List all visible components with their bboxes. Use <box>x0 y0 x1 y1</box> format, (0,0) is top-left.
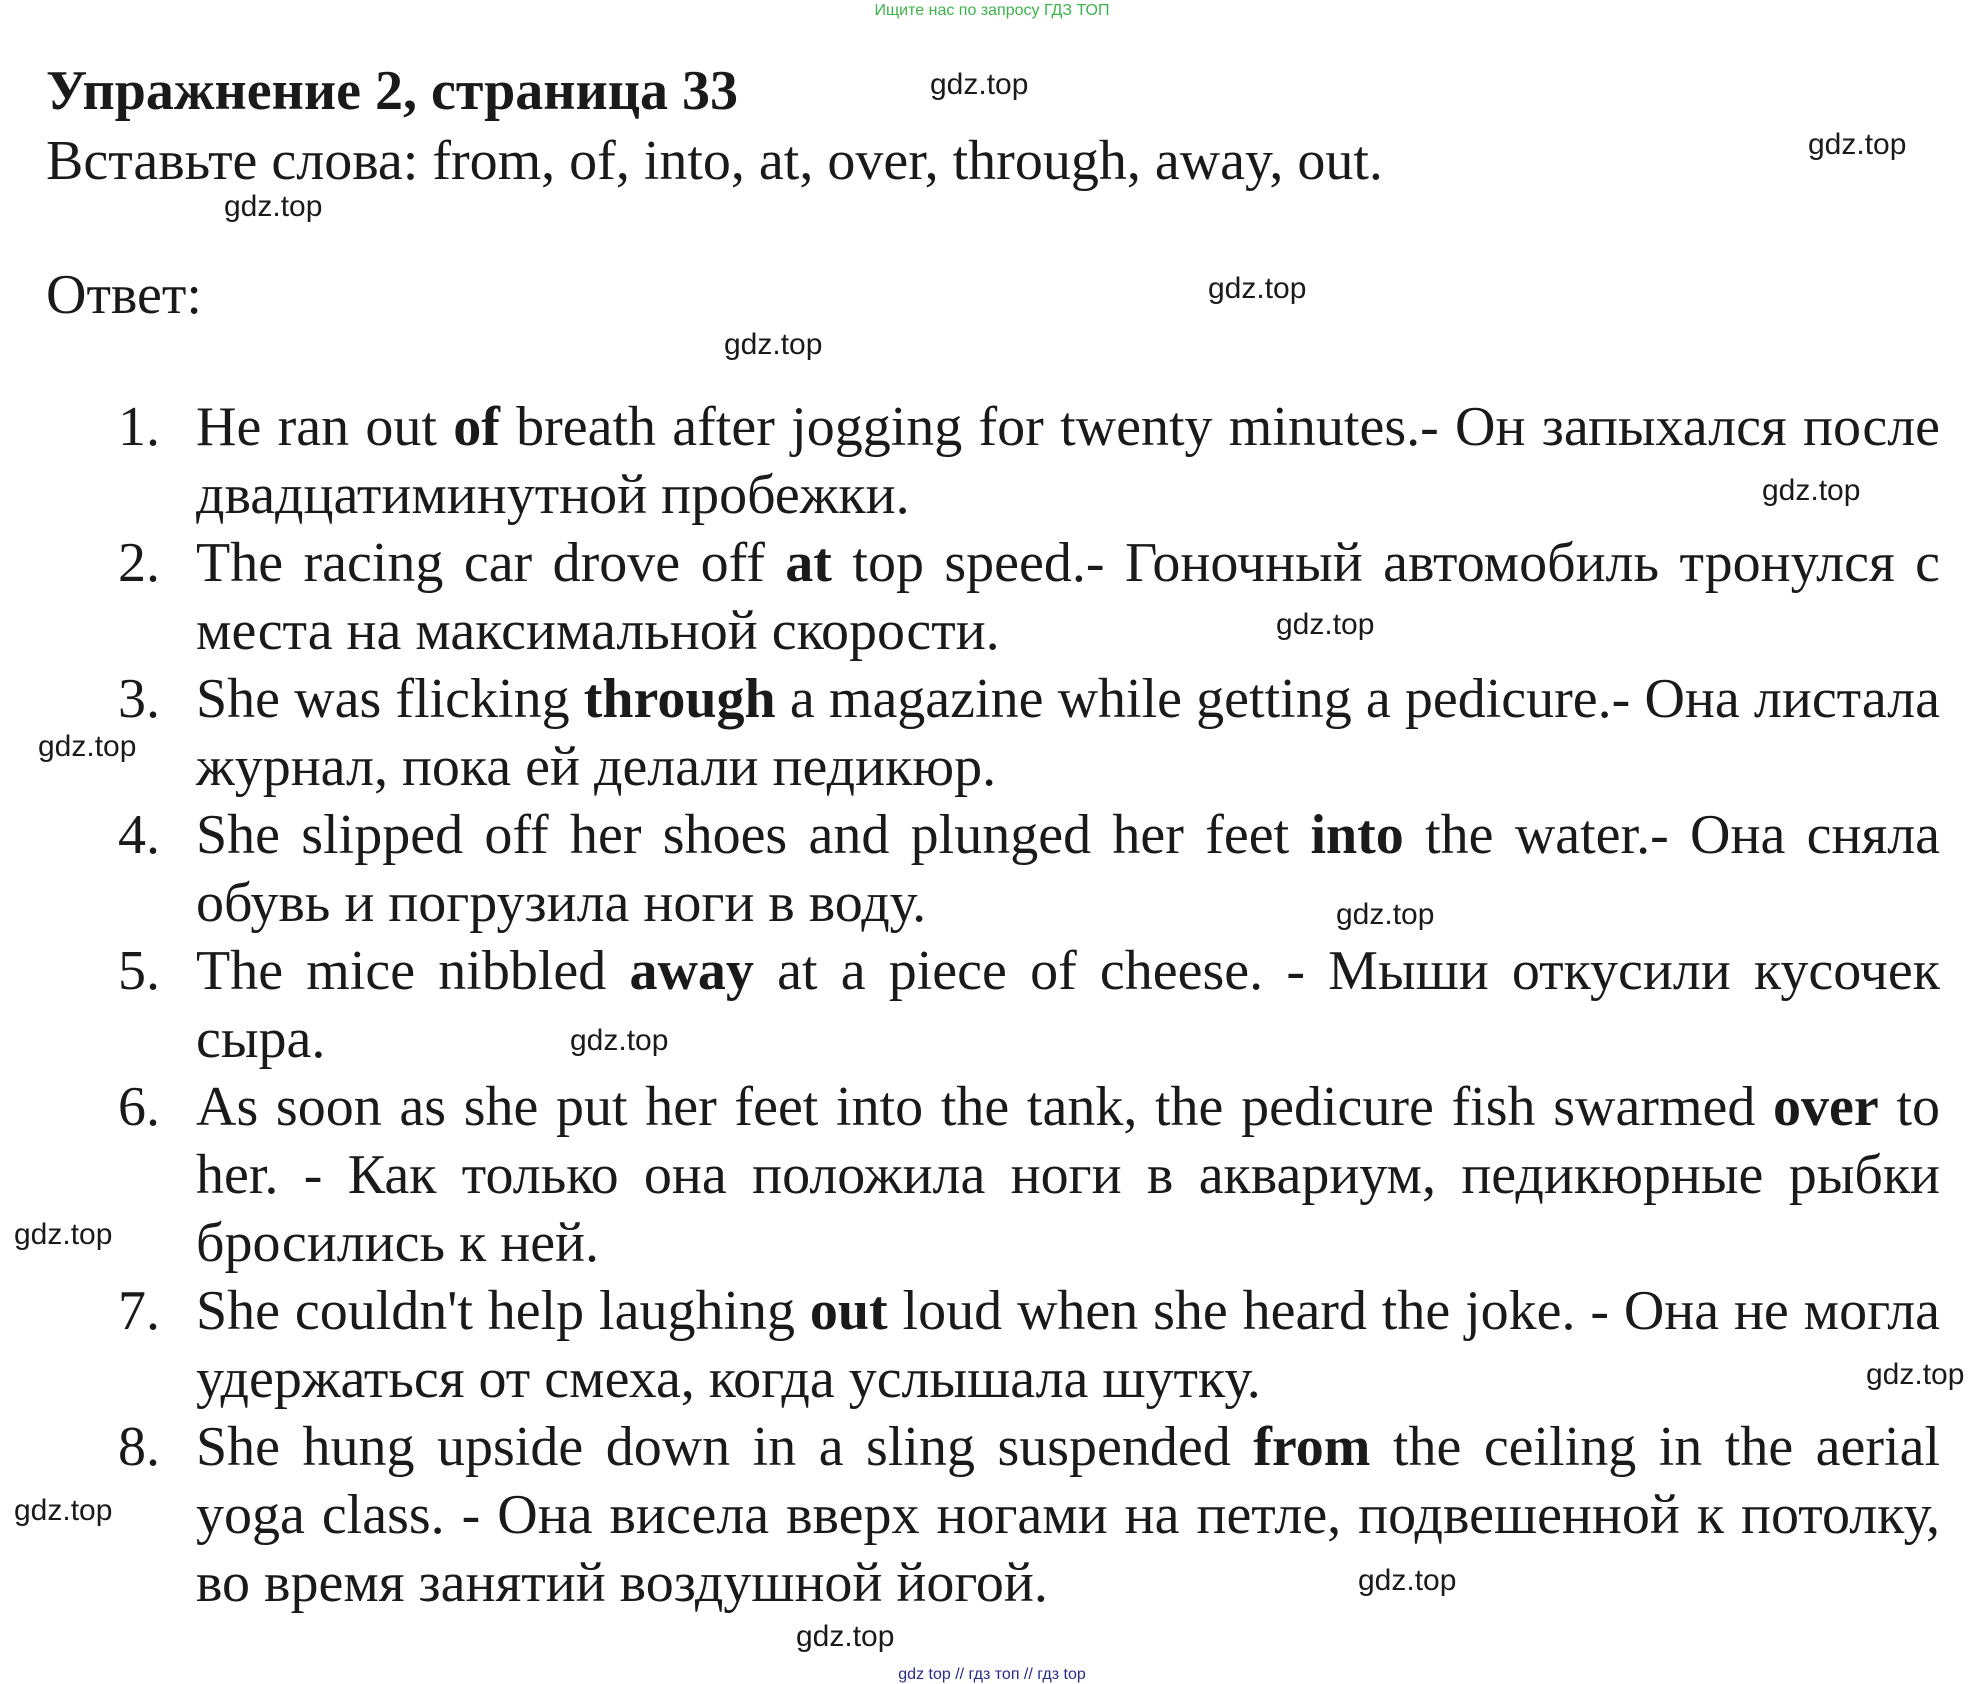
answer-number: 4. <box>118 804 160 866</box>
answer-item <box>0 393 1940 529</box>
answer-word: out <box>809 1280 888 1342</box>
answer-text-before: He ran out <box>196 396 454 458</box>
answer-word: at <box>785 532 832 594</box>
answer-text-after: the water.- Она сняла обувь и погрузила ноги в воду. <box>196 804 1940 934</box>
watermark: gdz.top <box>1336 898 1435 931</box>
task-text: Вставьте слова: from, of, into, at, over, through, away, out. <box>46 130 1383 192</box>
answer-text-after: a magazine while getting a pedicure.- Она листала журнал, пока ей делали педикюр. <box>196 668 1940 798</box>
watermark: gdz.top <box>1208 272 1307 305</box>
answer-label: Ответ: <box>46 264 202 326</box>
site-banner[interactable]: Ищите нас по запросу ГДЗ ТОП <box>874 2 1110 19</box>
watermark: gdz.top <box>724 328 823 361</box>
answer-word: into <box>1310 804 1404 866</box>
watermark: gdz.top <box>1762 474 1861 507</box>
watermark: gdz.top <box>570 1024 669 1057</box>
answer-word: from <box>1253 1416 1371 1478</box>
answer-word: of <box>453 396 500 458</box>
page-title: Упражнение 2, страница 33 <box>46 60 739 122</box>
answer-text-after: at a piece of cheese. - Мыши откусили кусочек сыра. <box>196 940 1940 1070</box>
answer-text-after: loud when she heard the joke. - Она не могла удержаться от смеха, когда услышала шутку. <box>196 1280 1941 1410</box>
answer-item <box>0 801 1940 937</box>
watermark: gdz.top <box>1808 128 1907 161</box>
answer-item <box>0 1073 1940 1277</box>
answer-number: 6. <box>118 1076 160 1138</box>
answer-number: 3. <box>118 668 160 730</box>
watermark: gdz.top <box>38 730 137 763</box>
answer-word: over <box>1773 1076 1879 1138</box>
answer-list <box>0 393 1940 1617</box>
answer-text-after: the ceiling in the aerial yoga class. - Она висела вверх ногами на петле, подвешенной к потолку, во время занятий воздушной йогой. <box>196 1416 1940 1614</box>
answer-number: 5. <box>118 940 160 1002</box>
watermark: gdz.top <box>1866 1358 1965 1391</box>
answer-text-before: She was flicking <box>196 668 584 730</box>
answer-text-after: to her. - Как только она положила ноги в аквариум, педикюрные рыбки бросились к ней. <box>196 1076 1940 1274</box>
watermark: gdz.top <box>1276 608 1375 641</box>
answer-word: through <box>583 668 776 730</box>
answer-item <box>0 1413 1940 1617</box>
answer-number: 1. <box>118 396 160 458</box>
answer-number: 8. <box>118 1416 160 1478</box>
watermark: gdz.top <box>14 1494 113 1527</box>
watermark: gdz.top <box>1358 1564 1457 1597</box>
answer-text-before: As soon as she put her feet into the tank, the pedicure fish swarmed <box>196 1076 1774 1138</box>
footer-links[interactable]: gdz top // гдз топ // гдз top <box>898 1666 1086 1683</box>
answer-number: 2. <box>118 532 160 594</box>
answer-text-before: She hung upside down in a sling suspended <box>196 1416 1254 1478</box>
answer-text-before: She slipped off her shoes and plunged her feet <box>196 804 1311 866</box>
answer-text-before: She couldn't help laughing <box>196 1280 810 1342</box>
watermark: gdz.top <box>14 1218 113 1251</box>
watermark: gdz.top <box>796 1620 895 1653</box>
answer-item <box>0 665 1940 801</box>
answer-text-before: The racing car drove off <box>196 532 786 594</box>
watermark: gdz.top <box>930 68 1029 101</box>
answer-text-after: top speed.- Гоночный автомобиль тронулся с места на максимальной скорости. <box>196 532 1940 662</box>
answer-item <box>0 1277 1940 1413</box>
answer-text-after: breath after jogging for twenty minutes.- Он запыхался после двадцатиминутной пробежки. <box>196 396 1941 526</box>
answer-item <box>0 937 1940 1073</box>
watermark: gdz.top <box>224 190 323 223</box>
answer-number: 7. <box>118 1280 160 1342</box>
answer-item <box>0 529 1940 665</box>
answer-word: away <box>629 940 754 1002</box>
answer-text-before: The mice nibbled <box>196 940 630 1002</box>
